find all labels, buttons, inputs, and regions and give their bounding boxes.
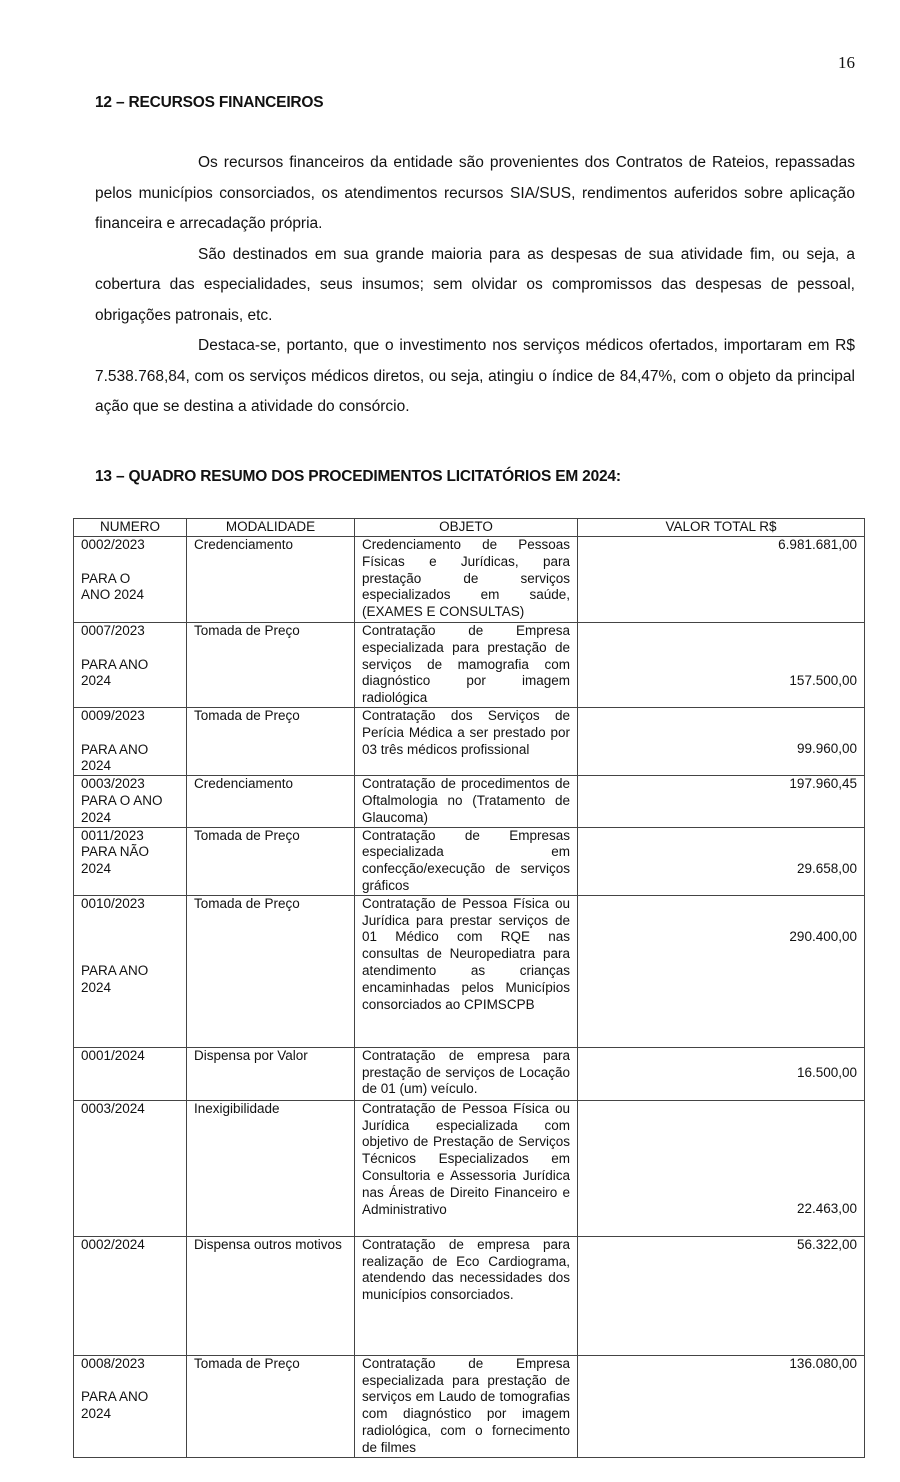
cell-objeto: Contratação de Empresas especializada em confecção/execução de serviços gráficos: [355, 827, 578, 895]
cell-valor: 197.960,45: [578, 776, 865, 827]
cell-numero: 0007/2023 PARA ANO 2024: [74, 623, 187, 708]
cell-numero: 0008/2023 PARA ANO 2024: [74, 1355, 187, 1457]
cell-modalidade: Tomada de Preço: [187, 623, 355, 708]
cell-objeto: Credenciamento de Pessoas Físicas e Jurídicas, para prestação de serviços especializados em saúde, (EXAMES E CONSULTAS): [355, 537, 578, 623]
cell-modalidade: Tomada de Preço: [187, 708, 355, 776]
table-row: [74, 776, 865, 827]
table-row: [74, 708, 865, 776]
cell-numero: 0011/2023 PARA NÃO 2024: [74, 827, 187, 895]
table-row: [74, 623, 865, 708]
cell-valor: 136.080,00: [578, 1355, 865, 1457]
section-12-title: 12 – RECURSOS FINANCEIROS: [95, 94, 324, 111]
cell-objeto: Contratação de empresa para prestação de serviços de Locação de 01 (um) veículo.: [355, 1047, 578, 1100]
cell-objeto: Contratação de procedimentos de Oftalmologia no (Tratamento de Glaucoma): [355, 776, 578, 827]
table-row: [74, 1047, 865, 1100]
table-row: [74, 1236, 865, 1355]
cell-modalidade: Credenciamento: [187, 537, 355, 623]
paragraph-3: Destaca-se, portanto, que o investimento nos serviços médicos ofertados, importaram em R$ 7.538.768,84, com os serviços médicos diretos, ou seja, atingiu o índice de 84,47%, com o objeto da principal ação que se destina a atividade do consórcio.: [95, 337, 855, 415]
cell-objeto: Contratação de Empresa especializada para prestação de serviços em Laudo de tomografias com diagnóstico por imagem radiológica, com o fornecimento de filmes: [355, 1355, 578, 1457]
cell-numero: 0003/2023 PARA O ANO 2024: [74, 776, 187, 827]
paragraph-2: São destinados em sua grande maioria para as despesas de sua atividade fim, ou seja, a cobertura das especialidades, seus insumos; sem olvidar os compromissos das despesas de pessoal, obrigações patronais, etc.: [95, 245, 855, 324]
cell-valor: 157.500,00: [578, 623, 865, 708]
table-row: [74, 827, 865, 895]
cell-valor: 99.960,00: [578, 708, 865, 776]
header-modalidade: MODALIDADE: [187, 519, 355, 537]
table-row: [74, 1100, 865, 1236]
header-valor: VALOR TOTAL R$: [578, 519, 865, 537]
cell-numero: 0001/2024: [74, 1047, 187, 1100]
table-row: [74, 1355, 865, 1457]
cell-valor: 16.500,00: [578, 1047, 865, 1100]
cell-valor: 6.981.681,00: [578, 537, 865, 623]
cell-valor: 22.463,00: [578, 1100, 865, 1236]
paragraph-1: Os recursos financeiros da entidade são provenientes dos Contratos de Rateios, repassadas pelos municípios consorciados, os atendimentos recursos SIA/SUS, rendimentos auferidos sobre aplicação financeira e arrecadação própria.: [95, 154, 855, 232]
cell-modalidade: Credenciamento: [187, 776, 355, 827]
cell-modalidade: Dispensa por Valor: [187, 1047, 355, 1100]
cell-numero: 0009/2023 PARA ANO 2024: [74, 708, 187, 776]
cell-numero: 0002/2023 PARA O ANO 2024: [74, 537, 187, 623]
cell-modalidade: Tomada de Preço: [187, 895, 355, 1047]
cell-valor: 29.658,00: [578, 827, 865, 895]
cell-objeto: Contratação de Pessoa Física ou Jurídica especializada com objetivo de Prestação de Serviços Técnicos Especializados em Consultoria e Assessoria Jurídica nas Áreas de Direito Financeiro e Administrativo: [355, 1100, 578, 1236]
cell-numero: 0010/2023 PARA ANO 2024: [74, 895, 187, 1047]
cell-modalidade: Dispensa outros motivos: [187, 1236, 355, 1355]
cell-objeto: Contratação de empresa para realização de Eco Cardiograma, atendendo das necessidades dos municípios consorciados.: [355, 1236, 578, 1355]
cell-objeto: Contratação de Empresa especializada para prestação de serviços de mamografia com diagnóstico por imagem radiológica: [355, 623, 578, 708]
cell-modalidade: Tomada de Preço: [187, 1355, 355, 1457]
cell-objeto: Contratação de Pessoa Física ou Jurídica para prestar serviços de 01 Médico com RQE nas consultas de Neuropediatra para atendimento as crianças encaminhadas pelos Municípios consorciados ao CPIMSCPB: [355, 895, 578, 1047]
cell-numero: 0002/2024: [74, 1236, 187, 1355]
page-number: 16: [838, 53, 855, 72]
section-13-title: 13 – QUADRO RESUMO DOS PROCEDIMENTOS LICITATÓRIOS EM 2024:: [95, 468, 621, 485]
cell-valor: 56.322,00: [578, 1236, 865, 1355]
cell-valor: 290.400,00: [578, 895, 865, 1047]
cell-modalidade: Inexigibilidade: [187, 1100, 355, 1236]
procurement-summary-table: [73, 518, 865, 1458]
table-row: [74, 895, 865, 1047]
table-row: [74, 537, 865, 623]
cell-numero: 0003/2024: [74, 1100, 187, 1236]
cell-modalidade: Tomada de Preço: [187, 827, 355, 895]
table-header-row: [74, 519, 865, 537]
section-12-body: [95, 148, 855, 423]
header-objeto: OBJETO: [355, 519, 578, 537]
header-numero: NUMERO: [74, 519, 187, 537]
cell-objeto: Contratação dos Serviços de Perícia Médica a ser prestado por 03 três médicos profissional: [355, 708, 578, 776]
